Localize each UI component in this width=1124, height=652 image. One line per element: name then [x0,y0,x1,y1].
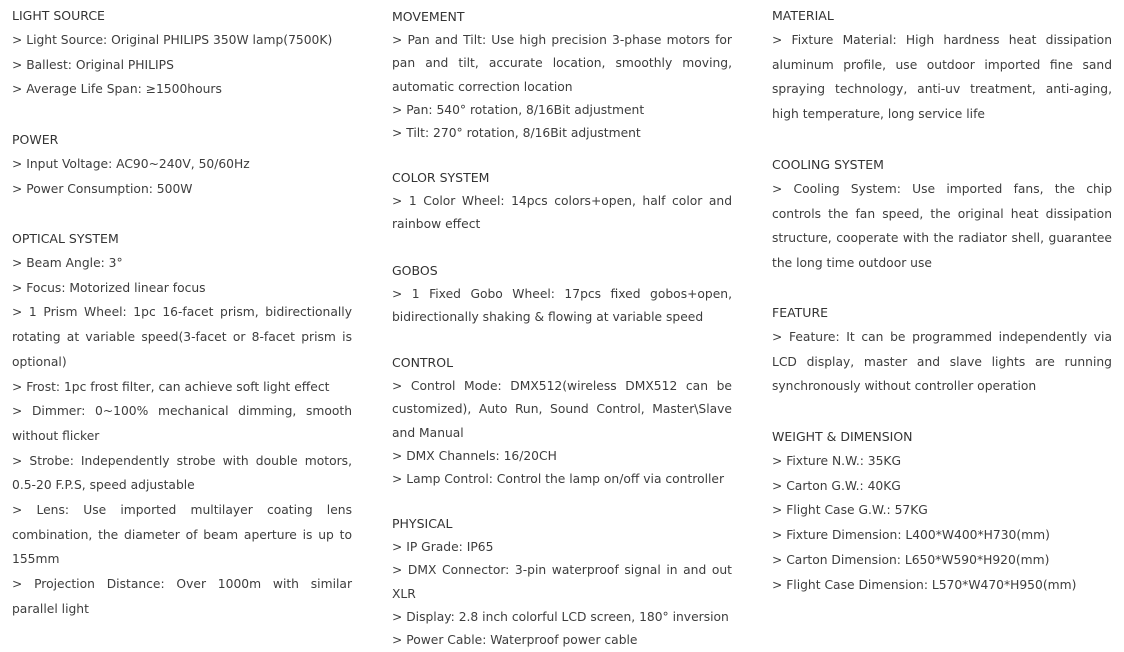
spec-item: > Dimmer: 0~100% mechanical dimming, smooth without flicker [12,404,352,443]
spec-item: > 1 Color Wheel: 14pcs colors+open, half color and rainbow effect [392,194,732,232]
spec-item: > Carton G.W.: 40KG [772,478,901,493]
section-optical-system [12,227,352,622]
section-title: WEIGHT & DIMENSION [772,429,913,444]
spec-item: > Input Voltage: AC90~240V, 50/60Hz [12,157,250,171]
spec-item: > Cooling System: Use imported fans, the chip controls the fan speed, the original heat dissipation structure, cooperate with the radiator shell, guarantee the long time outdoor use [772,182,1112,271]
section-title: COOLING SYSTEM [772,157,884,172]
section-cooling-system [772,153,1112,276]
spec-item: > Focus: Motorized linear focus [12,280,206,295]
spec-item: > DMX Channels: 16/20CH [392,448,557,463]
spec-item: > Power Cable: Waterproof power cable [392,633,638,648]
spec-item: > Tilt: 270° rotation, 8/16Bit adjustment [392,126,641,141]
spec-item: > Carton Dimension: L650*W590*H920(mm) [772,552,1050,567]
section-movement [392,5,732,145]
spec-item: > Projection Distance: Over 1000m with similar parallel light [12,577,352,616]
spec-item: > 1 Prism Wheel: 1pc 16-facet prism, bidirectionally rotating at variable speed(3-facet or 8-facet prism is optional) [12,305,352,369]
spec-item: > Pan and Tilt: Use high precision 3-phase motors for pan and tilt, accurate location, smoothly moving, automatic correction location [392,33,732,94]
section-weight-dimension [772,425,1112,597]
section-control [392,351,732,491]
section-material [772,4,1112,127]
spec-item: > Display: 2.8 inch colorful LCD screen, 180° inversion [392,609,729,624]
spec-item: > Fixture Dimension: L400*W400*H730(mm) [772,528,1050,543]
section-gobos [392,259,732,330]
section-light-source [12,4,352,102]
spec-item: > Power Consumption: 500W [12,181,193,196]
section-title: FEATURE [772,305,829,320]
spec-item: > Beam Angle: 3° [12,256,123,270]
spec-item: > 1 Fixed Gobo Wheel: 17pcs fixed gobos+open, bidirectionally shaking & flowing at variable speed [392,287,732,325]
spec-item: > IP Grade: IP65 [392,540,494,554]
section-power [12,128,352,201]
spec-item: > Lens: Use imported multilayer coating lens combination, the diameter of beam aperture is up to 155mm [12,503,352,567]
spec-item: > Fixture Material: High hardness heat dissipation aluminum profile, use outdoor imported fine sand spraying technology, anti-uv treatment, anti-aging, high temperature, long service life [772,33,1112,122]
section-feature [772,301,1112,399]
section-color-system [392,166,732,237]
spec-item: > Fixture N.W.: 35KG [772,454,902,468]
section-physical [392,512,732,652]
spec-item: > Flight Case Dimension: L570*W470*H950(mm) [772,577,1077,592]
section-title: GOBOS [392,263,438,278]
spec-item: > Strobe: Independently strobe with double motors, 0.5-20 F.P.S, speed adjustable [12,453,352,493]
spec-item: > Average Life Span: ≥1500hours [12,82,222,97]
section-title: OPTICAL SYSTEM [12,231,119,246]
spec-item: > Feature: It can be programmed independently via LCD display, master and slave lights are running synchronously without controller operation [772,330,1112,394]
spec-item: > Light Source: Original PHILIPS 350W lamp(7500K) [12,33,333,47]
section-title: MOVEMENT [392,9,465,24]
section-title: CONTROL [392,355,454,370]
section-title: COLOR SYSTEM [392,170,490,185]
spec-item: > Control Mode: DMX512(wireless DMX512 can be customized), Auto Run, Sound Control, Master\Slave and Manual [392,379,732,440]
spec-item: > DMX Connector: 3-pin waterproof signal in and out XLR [392,563,732,601]
spec-item: > Ballest: Original PHILIPS [12,57,174,72]
section-title: PHYSICAL [392,516,453,531]
spec-item: > Lamp Control: Control the lamp on/off via controller [392,472,725,487]
section-title: LIGHT SOURCE [12,8,105,23]
spec-item: > Frost: 1pc frost filter, can achieve soft light effect [12,379,330,394]
spec-item: > Flight Case G.W.: 57KG [772,503,928,518]
section-title: POWER [12,132,59,147]
spec-item: > Pan: 540° rotation, 8/16Bit adjustment [392,102,645,117]
section-title: MATERIAL [772,8,834,23]
